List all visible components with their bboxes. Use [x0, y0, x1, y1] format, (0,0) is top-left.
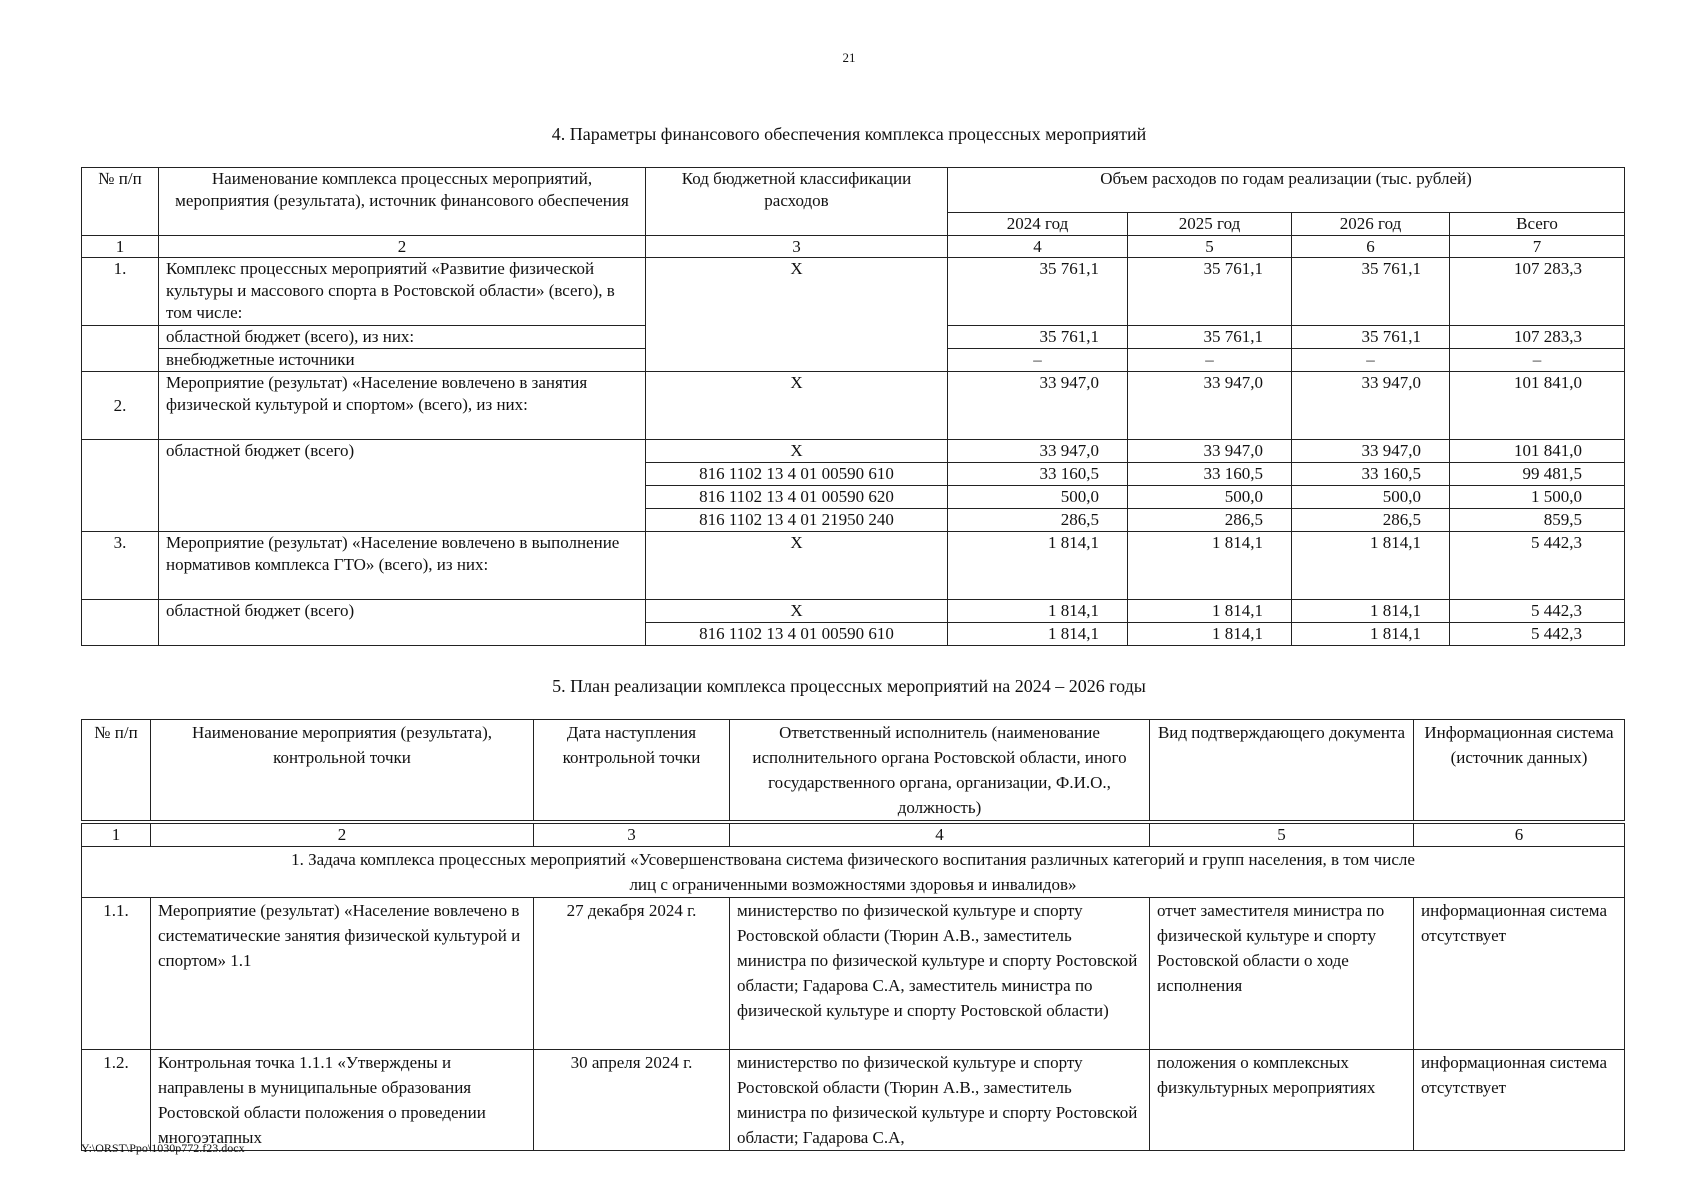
row-2026: 35 761,1 [1292, 326, 1450, 349]
row-2024: 33 947,0 [948, 440, 1128, 463]
row-total: 101 841,0 [1450, 440, 1625, 463]
row-num: 1. [82, 258, 159, 326]
header-total: Всего [1450, 213, 1625, 236]
row-kbk: Х [646, 258, 948, 372]
row-2024: 33 947,0 [948, 372, 1128, 440]
header-kbk: Код бюджетной классификации расходов [646, 168, 948, 236]
header-volume: Объем расходов по годам реализации (тыс. рублей) [948, 168, 1625, 213]
header-responsible: Ответственный исполнитель (наименование исполнительного органа Ростовской области, иного государственного органа, организации, Ф.И.О., должность) [730, 720, 1150, 823]
row-doc: положения о комплексных физкультурных мероприятиях [1150, 1050, 1414, 1151]
header-infosys: Информационная система (источник данных) [1414, 720, 1625, 823]
col-number: 6 [1414, 822, 1625, 847]
row-2025: 35 761,1 [1128, 326, 1292, 349]
row-total: 99 481,5 [1450, 463, 1625, 486]
row-num: 1.2. [82, 1050, 151, 1151]
row-kbk: Х [646, 600, 948, 623]
row-2024: 1 814,1 [948, 532, 1128, 600]
row-num: 3. [82, 532, 159, 600]
row-2026: 35 761,1 [1292, 258, 1450, 326]
row-kbk: Х [646, 532, 948, 600]
row-2025: 1 814,1 [1128, 623, 1292, 646]
page-number: 21 [842, 50, 856, 65]
row-2025: 286,5 [1128, 509, 1292, 532]
row-infosys: информационная система отсутствует [1414, 898, 1625, 1050]
col-number: 1 [82, 236, 159, 258]
header-name: Наименование комплекса процессных мероприятий, мероприятия (результата), источник финансового обеспечения [159, 168, 646, 236]
row-total: – [1450, 349, 1625, 372]
row-total: 101 841,0 [1450, 372, 1625, 440]
row-total: 5 442,3 [1450, 532, 1625, 600]
header-2025: 2025 год [1128, 213, 1292, 236]
row-name: Комплекс процессных мероприятий «Развитие физической культуры и массового спорта в Ростовской области» (всего), в том числе: [159, 258, 646, 326]
row-date: 30 апреля 2024 г. [534, 1050, 730, 1151]
row-2026: 1 814,1 [1292, 532, 1450, 600]
header-num: № п/п [82, 168, 159, 236]
row-2026: 1 814,1 [1292, 623, 1450, 646]
row-responsible: министерство по физической культуре и спорту Ростовской области (Тюрин А.В., заместитель министра по физической культуре и спорту Ростовской области; Гадарова С.А, заместитель министра по физической культуре и спорту Ростовской области) [730, 898, 1150, 1050]
row-date: 27 декабря 2024 г. [534, 898, 730, 1050]
header-name: Наименование мероприятия (результата), контрольной точки [151, 720, 534, 823]
row-kbk: 816 1102 13 4 01 21950 240 [646, 509, 948, 532]
col-number: 2 [151, 822, 534, 847]
row-2025: 33 947,0 [1128, 440, 1292, 463]
row-name: областной бюджет (всего) [159, 600, 646, 646]
row-name: Контрольная точка 1.1.1 «Утверждены и направлены в муниципальные образования Ростовской области положения о проведении многоэтапных [151, 1050, 534, 1151]
row-2024: – [948, 349, 1128, 372]
row-2025: 1 814,1 [1128, 600, 1292, 623]
plan-table [81, 719, 1625, 1151]
col-number: 4 [948, 236, 1128, 258]
row-2026: 33 947,0 [1292, 372, 1450, 440]
row-2024: 33 160,5 [948, 463, 1128, 486]
row-2024: 35 761,1 [948, 326, 1128, 349]
row-name: областной бюджет (всего), из них: [159, 326, 646, 349]
col-number: 5 [1128, 236, 1292, 258]
row-2025: 33 947,0 [1128, 372, 1292, 440]
row-2026: 1 814,1 [1292, 600, 1450, 623]
row-2025: – [1128, 349, 1292, 372]
col-number: 2 [159, 236, 646, 258]
file-path-footer: Y:\ORST\Ppo\1030p772.f23.docx [81, 1141, 245, 1155]
row-infosys: информационная система отсутствует [1414, 1050, 1625, 1151]
task-heading: 1. Задача комплекса процессных мероприятий «Усовершенствована система физического воспитания различных категорий и групп населения, в том числе лиц с ограниченными возможностями здоровья и инвалидов» [82, 847, 1625, 898]
row-kbk: 816 1102 13 4 01 00590 610 [646, 463, 948, 486]
row-2026: 286,5 [1292, 509, 1450, 532]
row-total: 859,5 [1450, 509, 1625, 532]
col-number: 5 [1150, 822, 1414, 847]
row-name: Мероприятие (результат) «Население вовлечено в выполнение нормативов комплекса ГТО» (всего), из них: [159, 532, 646, 600]
col-number: 1 [82, 822, 151, 847]
row-total: 5 442,3 [1450, 600, 1625, 623]
row-2026: 33 947,0 [1292, 440, 1450, 463]
section-4-title: 4. Параметры финансового обеспечения комплекса процессных мероприятий [551, 124, 1147, 144]
header-date: Дата наступления контрольной точки [534, 720, 730, 823]
row-kbk: 816 1102 13 4 01 00590 610 [646, 623, 948, 646]
row-kbk: Х [646, 372, 948, 440]
header-2026: 2026 год [1292, 213, 1450, 236]
row-num: 1.1. [82, 898, 151, 1050]
row-2025: 33 160,5 [1128, 463, 1292, 486]
col-number: 6 [1292, 236, 1450, 258]
col-number: 4 [730, 822, 1150, 847]
row-total: 5 442,3 [1450, 623, 1625, 646]
col-number: 3 [646, 236, 948, 258]
row-2024: 1 814,1 [948, 600, 1128, 623]
row-name: областной бюджет (всего) [159, 440, 646, 532]
header-2024: 2024 год [948, 213, 1128, 236]
row-2026: 33 160,5 [1292, 463, 1450, 486]
row-2025: 1 814,1 [1128, 532, 1292, 600]
row-kbk: 816 1102 13 4 01 00590 620 [646, 486, 948, 509]
row-2026: 500,0 [1292, 486, 1450, 509]
row-2026: – [1292, 349, 1450, 372]
row-num: 2. [82, 372, 159, 440]
financing-table [81, 167, 1625, 646]
row-responsible: министерство по физической культуре и спорту Ростовской области (Тюрин А.В., заместитель министра по физической культуре и спорту Ростовской области; Гадарова С.А, [730, 1050, 1150, 1151]
row-kbk: Х [646, 440, 948, 463]
col-number: 3 [534, 822, 730, 847]
row-2024: 286,5 [948, 509, 1128, 532]
row-2024: 35 761,1 [948, 258, 1128, 326]
row-2025: 500,0 [1128, 486, 1292, 509]
row-name: внебюджетные источники [159, 349, 646, 372]
row-2024: 1 814,1 [948, 623, 1128, 646]
row-doc: отчет заместителя министра по физической культуре и спорту Ростовской области о ходе исполнения [1150, 898, 1414, 1050]
header-doc: Вид подтверждающего документа [1150, 720, 1414, 823]
row-name: Мероприятие (результат) «Население вовлечено в систематические занятия физической культурой и спортом» 1.1 [151, 898, 534, 1050]
row-total: 107 283,3 [1450, 258, 1625, 326]
section-5-title: 5. План реализации комплекса процессных мероприятий на 2024 – 2026 годы [552, 676, 1146, 696]
row-2025: 35 761,1 [1128, 258, 1292, 326]
col-number: 7 [1450, 236, 1625, 258]
row-total: 1 500,0 [1450, 486, 1625, 509]
row-total: 107 283,3 [1450, 326, 1625, 349]
row-name: Мероприятие (результат) «Население вовлечено в занятия физической культурой и спортом» (всего), из них: [159, 372, 646, 440]
row-2024: 500,0 [948, 486, 1128, 509]
header-num: № п/п [82, 720, 151, 823]
